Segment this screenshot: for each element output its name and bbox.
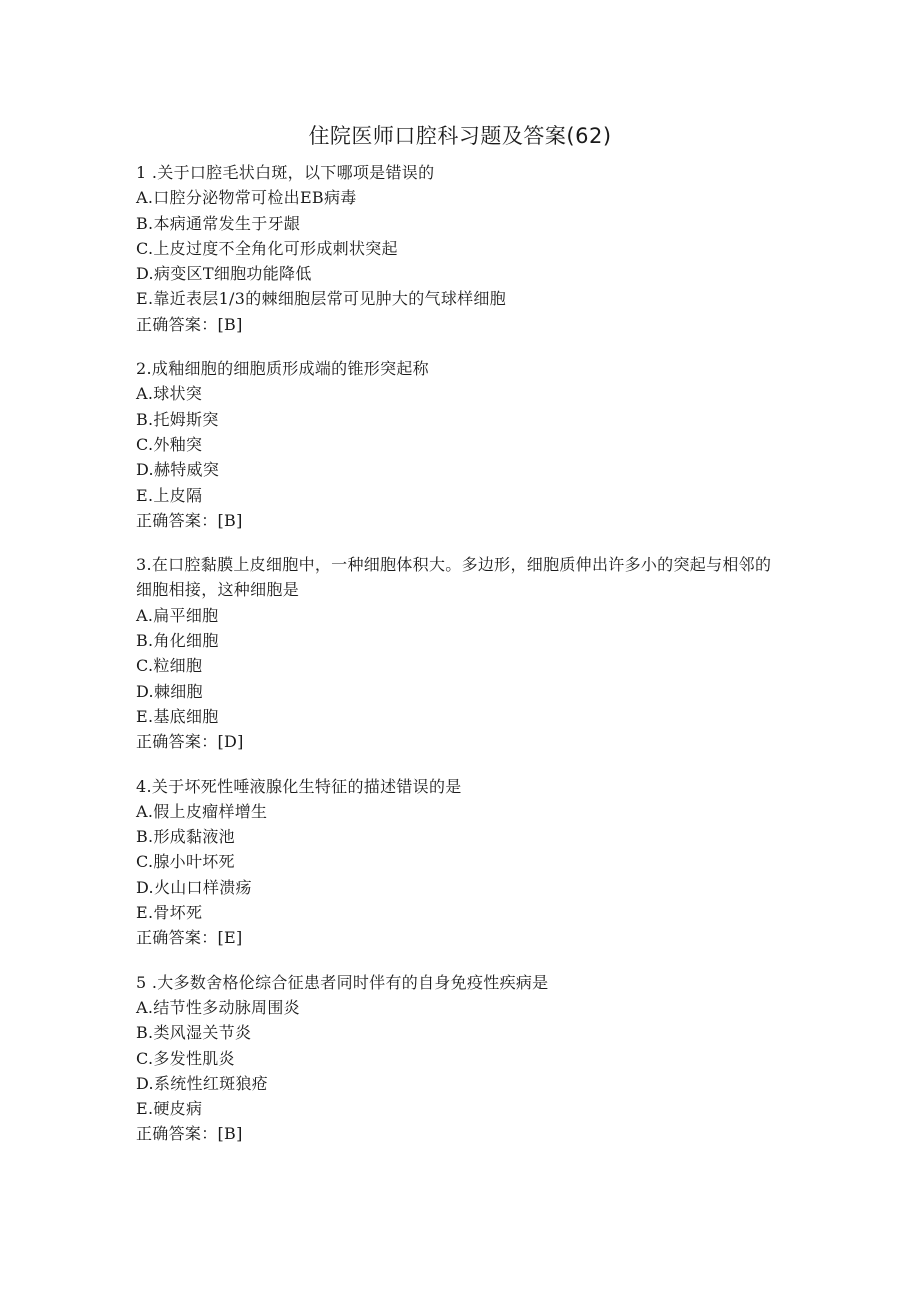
option-b: [136, 1020, 786, 1045]
option-label: D.: [136, 681, 154, 701]
question-1: [136, 160, 786, 337]
option-c: [136, 849, 786, 874]
option-text: 病变区T细胞功能降低: [153, 264, 312, 284]
option-text: 本病通常发生于牙龈: [153, 213, 301, 233]
option-text: 骨坏死: [153, 903, 203, 923]
option-label: D.: [136, 264, 154, 284]
answer-line: [136, 1121, 786, 1146]
option-label: D.: [136, 460, 154, 480]
option-e: [136, 900, 786, 925]
question-stem: [136, 160, 786, 185]
option-d: [136, 261, 786, 286]
option-c: [136, 432, 786, 457]
question-text: 在口腔黏膜上皮细胞中，一种细胞体积大。多边形，细胞质伸出许多小的突起与相邻的细胞相接，这种细胞是: [136, 555, 772, 600]
option-label: B.: [136, 631, 154, 651]
option-text: 球状突: [153, 384, 203, 404]
option-text: 口腔分泌物常可检出EB病毒: [153, 188, 357, 208]
answer-line: [136, 312, 786, 337]
answer-line: [136, 925, 786, 950]
option-label: B.: [136, 827, 154, 847]
option-b: [136, 407, 786, 432]
option-text: 靠近表层1/3的棘细胞层常可见肿大的气球样细胞: [153, 289, 507, 309]
option-c: [136, 1046, 786, 1071]
option-e: [136, 286, 786, 311]
option-text: 角化细胞: [153, 631, 219, 651]
option-text: 火山口样溃疡: [153, 877, 252, 897]
answer-label: 正确答案：: [136, 928, 218, 948]
option-d: [136, 679, 786, 704]
option-d: [136, 875, 786, 900]
answer-label: 正确答案：: [136, 1124, 218, 1144]
question-text: 关于口腔毛状白斑，以下哪项是错误的: [157, 163, 435, 182]
question-3: [136, 552, 786, 754]
question-text: 大多数舍格伦综合征患者同时伴有的自身免疫性疾病是: [157, 972, 549, 992]
option-text: 结节性多动脉周围炎: [153, 997, 300, 1017]
option-d: [136, 1071, 786, 1096]
answer-value: [D]: [217, 732, 244, 752]
option-text: 假上皮瘤样增生: [153, 801, 268, 821]
option-label: D.: [136, 877, 154, 897]
option-label: C.: [136, 434, 154, 454]
question-number: 3.: [136, 555, 152, 575]
option-label: B.: [136, 213, 154, 233]
question-stem: [136, 774, 786, 799]
answer-value: [E]: [217, 928, 243, 948]
answer-value: [B]: [217, 314, 243, 334]
option-label: A.: [136, 801, 154, 821]
option-label: C.: [136, 238, 154, 258]
question-number: 2.: [136, 359, 152, 379]
answer-value: [B]: [217, 1124, 243, 1144]
option-label: D.: [136, 1073, 154, 1093]
question-2: [136, 356, 786, 533]
option-label: A.: [136, 384, 154, 404]
option-label: B.: [136, 409, 154, 429]
option-text: 上皮隔: [153, 485, 203, 505]
answer-line: [136, 729, 786, 754]
option-label: E.: [136, 706, 154, 726]
option-text: 扁平细胞: [153, 605, 219, 625]
answer-label: 正确答案：: [136, 314, 218, 334]
question-text: 成釉细胞的细胞质形成端的锥形突起称: [151, 359, 429, 379]
option-a: [136, 799, 786, 824]
option-label: C.: [136, 1048, 154, 1068]
option-label: A.: [136, 605, 154, 625]
question-number: 5 .: [136, 972, 158, 992]
option-c: [136, 653, 786, 678]
question-stem: [136, 552, 786, 603]
question-5: [136, 970, 786, 1147]
option-a: [136, 185, 786, 210]
option-text: 腺小叶坏死: [153, 852, 235, 872]
option-b: [136, 824, 786, 849]
option-text: 棘细胞: [153, 681, 203, 701]
option-text: 托姆斯突: [153, 409, 219, 429]
option-label: A.: [136, 997, 154, 1017]
answer-label: 正确答案：: [136, 732, 218, 752]
document-title: 住院医师口腔科习题及答案(62): [308, 124, 612, 148]
question-stem: [136, 970, 786, 995]
option-text: 形成黏液池: [153, 827, 235, 847]
option-e: [136, 704, 786, 729]
option-text: 外釉突: [153, 434, 203, 454]
option-c: [136, 236, 786, 261]
option-label: E.: [136, 903, 154, 923]
answer-value: [B]: [217, 510, 243, 530]
option-label: E.: [136, 485, 154, 505]
option-label: B.: [136, 1023, 154, 1043]
option-text: 上皮过度不全角化可形成刺状突起: [153, 238, 398, 258]
answer-line: [136, 508, 786, 533]
question-stem: [136, 356, 786, 381]
option-text: 类风湿关节炎: [153, 1023, 252, 1043]
option-label: E.: [136, 1099, 154, 1119]
question-text: 关于坏死性唾液腺化生特征的描述错误的是: [151, 776, 462, 796]
question-number: 4.: [136, 776, 152, 796]
option-a: [136, 381, 786, 406]
option-text: 系统性红斑狼疮: [153, 1073, 269, 1093]
option-label: E.: [136, 289, 154, 309]
option-label: C.: [136, 852, 154, 872]
option-b: [136, 211, 786, 236]
option-label: C.: [136, 656, 154, 676]
question-4: [136, 774, 786, 951]
question-number: 1 .: [136, 163, 158, 182]
option-text: 硬皮病: [153, 1099, 203, 1119]
option-text: 赫特威突: [153, 460, 220, 480]
option-e: [136, 483, 786, 508]
option-a: [136, 603, 786, 628]
answer-label: 正确答案：: [136, 510, 218, 530]
option-label: A.: [136, 188, 154, 208]
option-text: 多发性肌炎: [153, 1048, 235, 1068]
question-list: [136, 160, 786, 1166]
option-e: [136, 1096, 786, 1121]
option-a: [136, 995, 786, 1020]
option-d: [136, 457, 786, 482]
option-text: 基底细胞: [153, 706, 219, 726]
option-text: 粒细胞: [153, 656, 203, 676]
option-b: [136, 628, 786, 653]
